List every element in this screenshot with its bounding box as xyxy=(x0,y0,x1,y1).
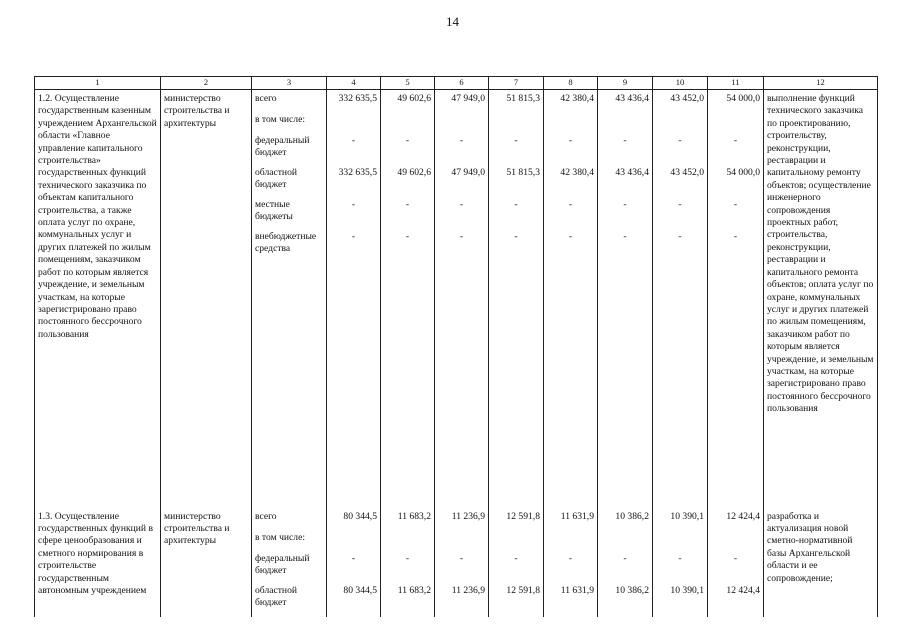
amount-value: 12 424,4 xyxy=(726,510,760,522)
funding-source-label: в том числе: xyxy=(255,531,306,543)
amount-column-9 xyxy=(598,508,653,617)
amount-value xyxy=(492,532,540,553)
amount-value: 11 683,2 xyxy=(397,510,431,522)
amount-column-4 xyxy=(327,90,381,508)
amount-column-7 xyxy=(489,508,544,617)
amount-value xyxy=(711,114,760,135)
amount-value: - xyxy=(623,552,627,564)
amount-value xyxy=(711,532,760,553)
funding-sources xyxy=(252,508,327,617)
column-number-6: 6 xyxy=(435,77,489,90)
amount-value: - xyxy=(514,199,518,210)
amount-value: 51 815,3 xyxy=(506,167,540,178)
amount-value xyxy=(438,114,485,135)
amount-value: 11 236,9 xyxy=(451,584,485,596)
amount-value: - xyxy=(459,199,464,210)
measure-name: 1.2. Осуществление государственным казенным учреждением Архангельской области «Главное управление капитального строительства» государственных функций технического заказчика по объектам капитального строительства, а также оплата услуг по охране, коммунальных услуг и других платежей по жилым помещениям, заказчиком работ по которым является учреждение, и земельным участкам, на которые зарегистрировано право постоянного бессрочного пользования xyxy=(35,90,161,508)
amount-value: - xyxy=(351,199,356,210)
amount-value: - xyxy=(733,552,738,564)
amount-value: 10 390,1 xyxy=(670,584,704,596)
amount-value xyxy=(384,532,431,553)
amount-value: 11 236,9 xyxy=(451,510,485,522)
amount-value xyxy=(656,532,704,553)
amount-value: 43 452,0 xyxy=(670,93,704,104)
amount-value: 12 591,8 xyxy=(506,510,540,522)
amount-value xyxy=(547,114,594,135)
column-number-3: 3 xyxy=(252,77,327,90)
amount-value: 43 452,0 xyxy=(670,167,704,178)
column-number-5: 5 xyxy=(381,77,435,90)
amount-value: - xyxy=(733,199,738,210)
amount-column-5 xyxy=(381,508,435,617)
amount-value xyxy=(601,114,649,135)
amount-value: 332 635,5 xyxy=(338,93,377,104)
column-number-7: 7 xyxy=(489,77,544,90)
amount-value: - xyxy=(623,199,627,210)
amount-value: - xyxy=(405,199,410,210)
funding-source-label: в том числе: xyxy=(255,114,306,125)
amount-value: 54 000,0 xyxy=(726,167,760,178)
amount-column-10 xyxy=(653,90,708,508)
amount-value xyxy=(330,114,377,135)
amount-value xyxy=(547,532,594,553)
amount-column-11 xyxy=(708,90,764,508)
amount-value: 10 386,2 xyxy=(615,510,649,522)
amount-value: 10 386,2 xyxy=(615,584,649,596)
column-number-9: 9 xyxy=(598,77,653,90)
amount-value: - xyxy=(459,135,464,146)
amount-value: - xyxy=(351,231,356,242)
amount-value: 47 949,0 xyxy=(451,167,485,178)
amount-value: - xyxy=(678,552,682,564)
expected-result: разработка и актуализация новой сметно-нормативной базы Архангельской области и ее сопровождение; xyxy=(764,508,878,617)
amount-value: 47 949,0 xyxy=(451,93,485,104)
amount-column-10 xyxy=(653,508,708,617)
amount-column-8 xyxy=(544,90,598,508)
amount-value xyxy=(438,532,485,553)
amount-value: 49 602,6 xyxy=(397,93,431,104)
amount-column-6 xyxy=(435,508,489,617)
program-table xyxy=(34,76,878,617)
funding-source-label: всего xyxy=(255,93,277,104)
amount-value xyxy=(384,114,431,135)
funding-source-label: федеральный бюджет xyxy=(255,552,310,576)
funding-source-label: всего xyxy=(255,510,277,522)
amount-column-7 xyxy=(489,90,544,508)
amount-value: - xyxy=(568,552,573,564)
amount-value xyxy=(330,532,377,553)
amount-value: - xyxy=(459,552,464,564)
column-number-2: 2 xyxy=(161,77,252,90)
amount-value: - xyxy=(459,231,464,242)
amount-value xyxy=(601,532,649,553)
funding-sources xyxy=(252,90,327,508)
amount-value: - xyxy=(678,231,682,242)
amount-value: 43 436,4 xyxy=(615,167,649,178)
amount-value: - xyxy=(623,135,627,146)
amount-value: 80 344,5 xyxy=(343,584,377,596)
amount-value: 80 344,5 xyxy=(343,510,377,522)
funding-source-label: местные бюджеты xyxy=(255,199,293,223)
amount-value xyxy=(492,114,540,135)
funding-source-label: областной бюджет xyxy=(255,167,298,191)
amount-value: 11 683,2 xyxy=(397,584,431,596)
amount-value: - xyxy=(678,135,682,146)
amount-value: 54 000,0 xyxy=(726,93,760,104)
amount-value: 12 591,8 xyxy=(506,584,540,596)
amount-value: - xyxy=(733,135,738,146)
amount-value: 43 436,4 xyxy=(615,93,649,104)
table-row xyxy=(35,508,878,617)
column-number-1: 1 xyxy=(35,77,161,90)
amount-value: 11 631,9 xyxy=(560,510,594,522)
column-number-8: 8 xyxy=(544,77,598,90)
amount-value: 42 380,4 xyxy=(560,167,594,178)
amount-column-11 xyxy=(708,508,764,617)
amount-column-9 xyxy=(598,90,653,508)
amount-value: - xyxy=(623,231,627,242)
amount-value: - xyxy=(568,199,573,210)
funding-source-label: внебюджетные средства xyxy=(255,231,317,255)
amount-value: 12 424,4 xyxy=(726,584,760,596)
amount-column-4 xyxy=(327,508,381,617)
page-number: 14 xyxy=(446,14,459,29)
measure-name: 1.3. Осуществление государственных функций в сфере ценообразования и сметного нормирования в строительстве государственным автономным учреждением xyxy=(35,508,161,617)
amount-column-8 xyxy=(544,508,598,617)
amount-value: 332 635,5 xyxy=(338,167,377,178)
column-number-10: 10 xyxy=(653,77,708,90)
table-row xyxy=(35,90,878,508)
amount-value: - xyxy=(351,135,356,146)
amount-value: - xyxy=(514,231,518,242)
amount-value: - xyxy=(405,552,410,564)
column-number-11: 11 xyxy=(708,77,764,90)
executor: министерство строительства и архитектуры xyxy=(161,508,252,617)
column-number-row xyxy=(35,77,878,90)
amount-value: - xyxy=(568,135,573,146)
amount-value: 51 815,3 xyxy=(506,93,540,104)
amount-value: 10 390,1 xyxy=(670,510,704,522)
amount-value: - xyxy=(733,231,738,242)
amount-value: - xyxy=(514,552,518,564)
funding-source-label: федеральный бюджет xyxy=(255,135,310,159)
amount-value: - xyxy=(405,231,410,242)
amount-value: - xyxy=(405,135,410,146)
funding-source-label: областной бюджет xyxy=(255,584,298,608)
column-number-12: 12 xyxy=(764,77,878,90)
amount-value: 49 602,6 xyxy=(397,167,431,178)
amount-value: 42 380,4 xyxy=(560,93,594,104)
amount-value: 11 631,9 xyxy=(560,584,594,596)
amount-value: - xyxy=(514,135,518,146)
expected-result: выполнение функций технического заказчика по проектированию, строительству, реконструкции, реставрации и капитальному ремонту объектов; осуществление инженерного сопровождения проектных работ, строительства, реконструкции, реставрации и капитального ремонта объектов; оплата услуг по охране, коммунальных услуг и других платежей по жилым помещениям, заказчиком работ по которым является учреждение, и земельным участкам, на которые зарегистрировано право постоянного бессрочного пользования xyxy=(764,90,878,508)
amount-column-6 xyxy=(435,90,489,508)
amount-value: - xyxy=(568,231,573,242)
executor: министерство строительства и архитектуры xyxy=(161,90,252,508)
amount-column-5 xyxy=(381,90,435,508)
amount-value: - xyxy=(351,552,356,564)
column-number-4: 4 xyxy=(327,77,381,90)
amount-value: - xyxy=(678,199,682,210)
amount-value xyxy=(656,114,704,135)
